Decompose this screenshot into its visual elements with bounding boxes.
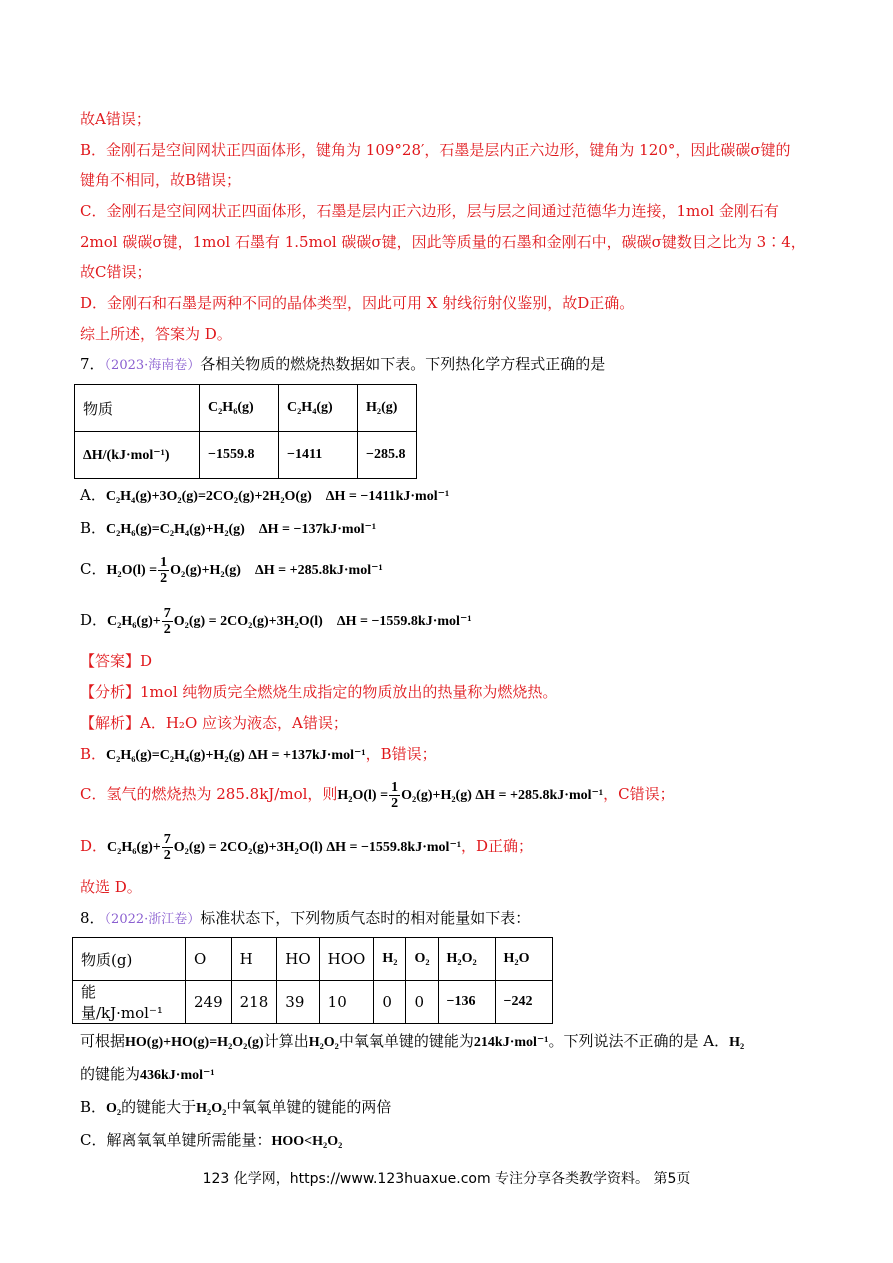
formula: HOO<H₂O₂ <box>271 1134 343 1149</box>
table-cell: HO <box>277 938 319 981</box>
option-eq-post: O₂(g)+H₂(g) <box>170 563 241 578</box>
option-label: D． <box>80 611 108 629</box>
page-footer: 123 化学网，https://www.123huaxue.com 专注分享各类教学资料。 第5页 <box>202 1171 691 1187</box>
table-cell: ΔH/(kJ·mol⁻¹) <box>75 432 200 479</box>
q8-option-c <box>80 1129 342 1153</box>
analysis-tag: 【分析】 <box>80 683 141 701</box>
q7-stem-line <box>80 353 605 377</box>
q7-data-table <box>74 384 417 479</box>
option-label: B． <box>80 1098 107 1116</box>
prev-c-line1: C．金刚石是空间网状正四面体形，石墨是层内正六边形，层与层之间通过范德华力连接，1mol 金刚石有 <box>80 202 779 220</box>
equation: HO(g)+HO(g)=H₂O₂(g) <box>125 1035 264 1050</box>
option-label: C．解离氧氧单键所需能量： <box>80 1131 272 1149</box>
table-cell: 218 <box>231 981 277 1024</box>
table-cell: C₂H₄(g) <box>279 385 358 432</box>
option-label: A． <box>80 486 106 504</box>
value: 214kJ·mol⁻¹ <box>473 1035 549 1050</box>
option-dh: ΔH = +285.8kJ·mol⁻¹ <box>254 563 383 578</box>
table-cell: −1411 <box>279 432 358 479</box>
fraction-seven-halves: $\frac{7}{2}$ <box>163 831 171 863</box>
q8-text-line1 <box>80 1030 744 1054</box>
table-cell: H₂O₂ <box>438 938 495 981</box>
q7-option-b <box>80 517 376 541</box>
table-cell: 10 <box>319 981 374 1024</box>
table-cell: 物质 <box>75 385 200 432</box>
explain-d-eq-post: O₂(g) = 2CO₂(g)+3H₂O(l) ΔH = −1559.8kJ·mol⁻¹ <box>173 840 462 855</box>
q8-data-table <box>72 937 553 1024</box>
option-label: B． <box>80 519 107 537</box>
analysis-text: 1mol 纯物质完全燃烧生成指定的物质放出的热量称为燃烧热。 <box>140 683 558 701</box>
explain-c-end: ，C错误； <box>603 785 675 803</box>
table-cell: 39 <box>277 981 319 1024</box>
table-cell: O₂ <box>406 938 438 981</box>
table-cell: H <box>231 938 277 981</box>
option-equation: C₂H₆(g)=C₂H₄(g)+H₂(g) <box>106 522 245 537</box>
explain-b-equation: C₂H₆(g)=C₂H₄(g)+H₂(g) ΔH = +137kJ·mol⁻¹ <box>106 748 366 763</box>
text: 的键能为 <box>80 1065 141 1083</box>
table-cell: −1559.8 <box>200 432 279 479</box>
formula: H₂O₂ <box>196 1101 227 1116</box>
prev-d-line: D．金刚石和石墨是两种不同的晶体类型，因此可用 X 射线衍射仪鉴别，故D正确。 <box>80 294 635 312</box>
q7-number: 7． <box>80 355 105 373</box>
table-row <box>75 432 417 479</box>
q8-text-line2 <box>80 1063 215 1087</box>
table-row <box>73 938 553 981</box>
explain-b-end: ，B错误； <box>365 745 437 763</box>
table-row <box>73 981 553 1024</box>
text: 中氧氧单键的键能的两倍 <box>226 1098 392 1116</box>
table-cell: O <box>186 938 232 981</box>
q8-stem: 标准状态下，下列物质气态时的相对能量如下表： <box>200 909 531 927</box>
table-cell: −285.8 <box>358 432 417 479</box>
option-equation: C₂H₄(g)+3O₂(g)=2CO₂(g)+2H₂O(g) <box>105 489 312 504</box>
fraction-half: $\frac{1}{2}$ <box>391 779 399 811</box>
table-cell: 0 <box>406 981 438 1024</box>
q7-explain-b <box>80 743 437 767</box>
q7-explain-c <box>80 777 675 813</box>
explain-b-label: B． <box>80 745 107 763</box>
q8-number: 8． <box>80 909 105 927</box>
table-cell: 249 <box>186 981 232 1024</box>
q7-conclusion: 故选 D。 <box>80 878 142 896</box>
q7-option-a <box>80 484 449 508</box>
table-cell: 能量/kJ·mol⁻¹ <box>73 981 186 1024</box>
prev-c-line3: 故C错误； <box>80 263 152 281</box>
q7-option-c <box>80 552 383 588</box>
option-eq-pre: H₂O(l) = <box>106 563 158 578</box>
prev-b-line2: 键角不相同，故B错误； <box>80 171 242 189</box>
explain-c-text: C．氢气的燃烧热为 285.8kJ/mol，则 <box>80 785 338 803</box>
table-cell: H₂O <box>495 938 552 981</box>
explain-tag: 【解析】 <box>80 714 141 732</box>
table-cell: −242 <box>495 981 552 1024</box>
formula: H₂O₂ <box>308 1035 339 1050</box>
prev-b-line1: B．金刚石是空间网状正四面体形，键角为 109°28′，石墨是层内正六边形，键角为 120°，因此碳碳σ键的 <box>80 141 791 159</box>
q8-option-b <box>80 1096 391 1120</box>
q7-explain-a <box>80 712 348 734</box>
explain-d-end: ，D正确； <box>461 837 534 855</box>
prev-c-line2: 2mol 碳碳σ键，1mol 石墨有 1.5mol 碳碳σ键，因此等质量的石墨和金刚石中，碳碳σ键数目之比为 3∶4， <box>80 233 806 251</box>
fraction-seven-halves: $\frac{7}{2}$ <box>163 605 171 637</box>
option-eq-pre: C₂H₆(g)+ <box>107 614 161 629</box>
table-cell: H₂(g) <box>358 385 417 432</box>
q8-stem-line <box>80 907 530 931</box>
formula: H₂ <box>729 1035 745 1050</box>
text: 可根据 <box>80 1032 126 1050</box>
option-eq-post: O₂(g) = 2CO₂(g)+3H₂O(l) <box>173 614 323 629</box>
formula: O₂ <box>106 1101 122 1116</box>
explain-d-eq-pre: C₂H₆(g)+ <box>107 840 161 855</box>
prev-a-wrong: 故A错误； <box>80 110 151 128</box>
q7-stem: 各相关物质的燃烧热数据如下表。下列热化学方程式正确的是 <box>200 355 606 373</box>
text: 的键能大于 <box>121 1098 197 1116</box>
table-cell: 物质(g) <box>73 938 186 981</box>
explain-a-text: A．H₂O 应该为液态，A错误； <box>140 714 348 732</box>
table-cell: 0 <box>374 981 406 1024</box>
q8-source: （2022·浙江卷） <box>104 912 201 927</box>
q7-analysis <box>80 681 557 703</box>
option-dh: ΔH = −1411kJ·mol⁻¹ <box>325 489 450 504</box>
option-dh: ΔH = −137kJ·mol⁻¹ <box>258 522 377 537</box>
text: 中氧氧单键的键能为 <box>338 1032 474 1050</box>
q7-explain-d <box>80 829 533 865</box>
text: 计算出 <box>263 1032 309 1050</box>
q7-source: （2023·海南卷） <box>104 358 201 373</box>
table-cell: HOO <box>319 938 374 981</box>
q7-answer: 【答案】D <box>80 652 153 670</box>
fraction-half: $\frac{1}{2}$ <box>160 554 168 586</box>
option-dh: ΔH = −1559.8kJ·mol⁻¹ <box>336 614 472 629</box>
explain-d-label: D． <box>80 837 108 855</box>
table-cell: −136 <box>438 981 495 1024</box>
explain-c-eq-post: O₂(g)+H₂(g) ΔH = +285.8kJ·mol⁻¹ <box>401 788 604 803</box>
q7-option-d <box>80 603 472 639</box>
prev-summary: 综上所述，答案为 D。 <box>80 325 232 343</box>
option-label: C． <box>80 560 107 578</box>
table-cell: C₂H₆(g) <box>200 385 279 432</box>
table-row <box>75 385 417 432</box>
value: 436kJ·mol⁻¹ <box>140 1068 215 1083</box>
text: 。下列说法不正确的是 A． <box>548 1032 730 1050</box>
explain-c-eq-pre: H₂O(l) = <box>337 788 389 803</box>
table-cell: H₂ <box>374 938 406 981</box>
